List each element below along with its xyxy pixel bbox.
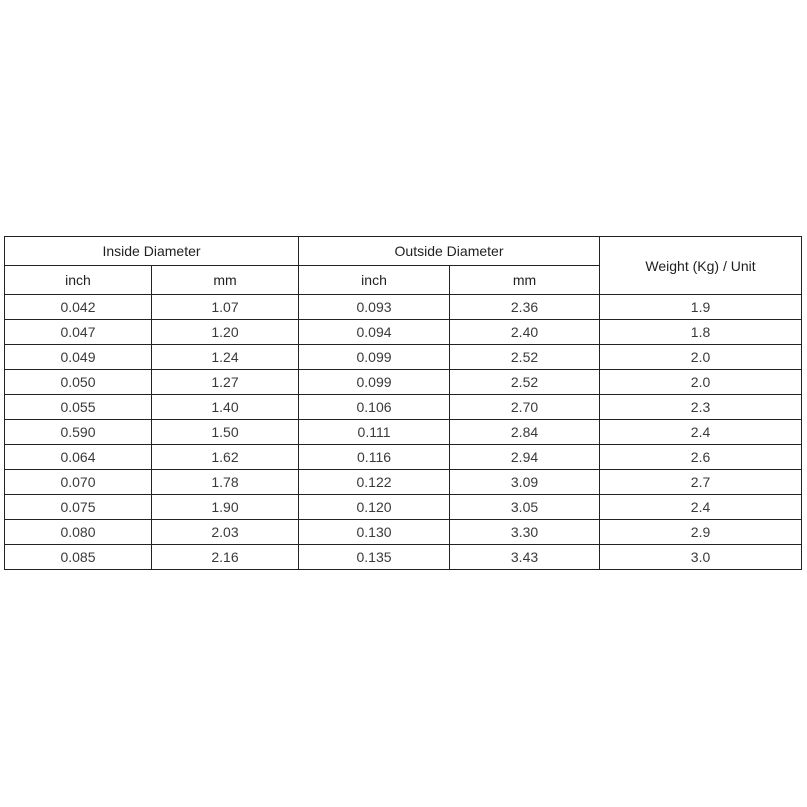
inside-diameter-mm-cell: 1.24 xyxy=(152,345,299,370)
inside-diameter-mm-cell: 1.40 xyxy=(152,395,299,420)
outside-diameter-mm-cell: 3.09 xyxy=(450,470,600,495)
table-header xyxy=(5,237,802,295)
inside-diameter-inch-cell: 0.075 xyxy=(5,495,152,520)
inside-diameter-inch-cell: 0.050 xyxy=(5,370,152,395)
inside-diameter-inch-cell: 0.080 xyxy=(5,520,152,545)
table-row xyxy=(5,395,802,420)
inside-diameter-inch-header: inch xyxy=(5,266,152,295)
weight-cell: 2.0 xyxy=(600,370,802,395)
inside-diameter-header: Inside Diameter xyxy=(5,237,299,266)
weight-cell: 2.7 xyxy=(600,470,802,495)
specifications-table xyxy=(4,236,802,570)
table-row xyxy=(5,420,802,445)
outside-diameter-mm-cell: 2.36 xyxy=(450,295,600,320)
inside-diameter-mm-cell: 2.16 xyxy=(152,545,299,570)
outside-diameter-inch-cell: 0.111 xyxy=(299,420,450,445)
inside-diameter-inch-cell: 0.055 xyxy=(5,395,152,420)
outside-diameter-mm-cell: 2.52 xyxy=(450,345,600,370)
outside-diameter-mm-cell: 2.70 xyxy=(450,395,600,420)
weight-cell: 1.8 xyxy=(600,320,802,345)
inside-diameter-inch-cell: 0.064 xyxy=(5,445,152,470)
table-row xyxy=(5,295,802,320)
inside-diameter-inch-cell: 0.590 xyxy=(5,420,152,445)
outside-diameter-header: Outside Diameter xyxy=(299,237,600,266)
weight-cell: 2.4 xyxy=(600,495,802,520)
weight-header: Weight (Kg) / Unit xyxy=(600,237,802,295)
inside-diameter-mm-cell: 1.20 xyxy=(152,320,299,345)
weight-cell: 2.0 xyxy=(600,345,802,370)
outside-diameter-inch-cell: 0.116 xyxy=(299,445,450,470)
weight-cell: 3.0 xyxy=(600,545,802,570)
weight-cell: 2.6 xyxy=(600,445,802,470)
table-row xyxy=(5,495,802,520)
inside-diameter-mm-header: mm xyxy=(152,266,299,295)
outside-diameter-mm-cell: 3.05 xyxy=(450,495,600,520)
table-row xyxy=(5,545,802,570)
outside-diameter-inch-cell: 0.120 xyxy=(299,495,450,520)
inside-diameter-inch-cell: 0.042 xyxy=(5,295,152,320)
outside-diameter-mm-cell: 2.40 xyxy=(450,320,600,345)
outside-diameter-inch-header: inch xyxy=(299,266,450,295)
inside-diameter-mm-cell: 1.78 xyxy=(152,470,299,495)
table-row xyxy=(5,345,802,370)
outside-diameter-inch-cell: 0.094 xyxy=(299,320,450,345)
header-group-row xyxy=(5,237,802,266)
weight-cell: 2.9 xyxy=(600,520,802,545)
specifications-table-container xyxy=(4,236,801,570)
inside-diameter-inch-cell: 0.049 xyxy=(5,345,152,370)
table-body xyxy=(5,295,802,570)
outside-diameter-mm-cell: 2.94 xyxy=(450,445,600,470)
inside-diameter-inch-cell: 0.085 xyxy=(5,545,152,570)
outside-diameter-mm-cell: 3.43 xyxy=(450,545,600,570)
inside-diameter-inch-cell: 0.070 xyxy=(5,470,152,495)
weight-cell: 2.4 xyxy=(600,420,802,445)
table-row xyxy=(5,370,802,395)
weight-cell: 2.3 xyxy=(600,395,802,420)
outside-diameter-mm-cell: 2.52 xyxy=(450,370,600,395)
inside-diameter-mm-cell: 1.50 xyxy=(152,420,299,445)
outside-diameter-inch-cell: 0.099 xyxy=(299,345,450,370)
table-row xyxy=(5,445,802,470)
outside-diameter-inch-cell: 0.093 xyxy=(299,295,450,320)
outside-diameter-inch-cell: 0.106 xyxy=(299,395,450,420)
table-row xyxy=(5,470,802,495)
outside-diameter-mm-cell: 2.84 xyxy=(450,420,600,445)
weight-cell: 1.9 xyxy=(600,295,802,320)
outside-diameter-inch-cell: 0.135 xyxy=(299,545,450,570)
inside-diameter-inch-cell: 0.047 xyxy=(5,320,152,345)
inside-diameter-mm-cell: 1.07 xyxy=(152,295,299,320)
inside-diameter-mm-cell: 1.62 xyxy=(152,445,299,470)
table-row xyxy=(5,320,802,345)
outside-diameter-mm-cell: 3.30 xyxy=(450,520,600,545)
outside-diameter-mm-header: mm xyxy=(450,266,600,295)
inside-diameter-mm-cell: 1.90 xyxy=(152,495,299,520)
inside-diameter-mm-cell: 1.27 xyxy=(152,370,299,395)
outside-diameter-inch-cell: 0.130 xyxy=(299,520,450,545)
inside-diameter-mm-cell: 2.03 xyxy=(152,520,299,545)
table-row xyxy=(5,520,802,545)
outside-diameter-inch-cell: 0.122 xyxy=(299,470,450,495)
outside-diameter-inch-cell: 0.099 xyxy=(299,370,450,395)
